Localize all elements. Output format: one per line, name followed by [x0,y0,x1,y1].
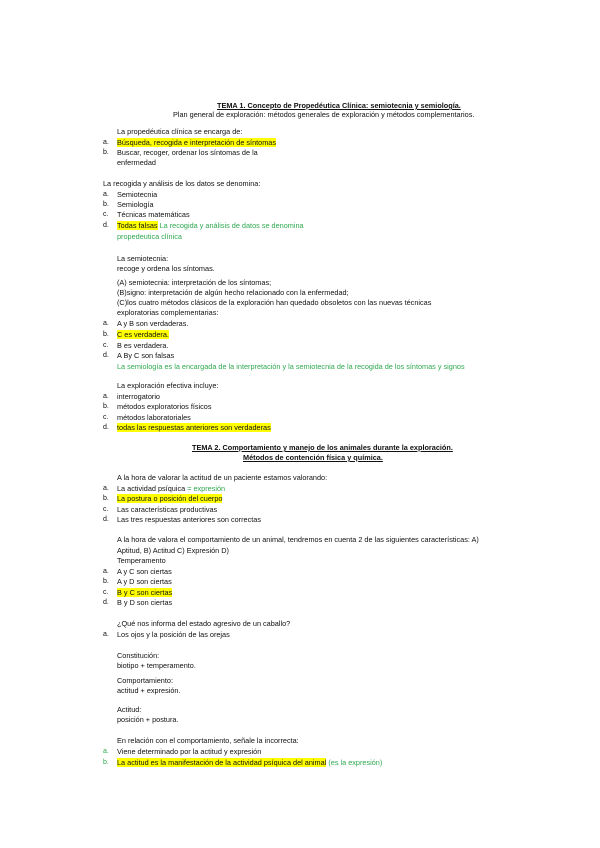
highlighted-answer: todas las respuestas anteriores son verdaderas [117,423,271,432]
question-3-statement-c: (C)los cuatro métodos clásicos de la exploración han quedado obsoletos con las nuevas técnicas [117,298,432,307]
question-4-stem: La exploración efectiva incluye: [117,381,219,390]
option-marker: a. [103,568,109,575]
definition-term: Actitud: [117,705,142,714]
definition-value: biotipo + temperamento. [117,661,196,670]
question-5-option-b [117,494,222,503]
highlighted-answer: Todas falsas [117,221,158,230]
highlighted-answer: B y C son ciertas [117,588,173,597]
question-3-statement-a: (A) semiotecnia: interpretación de los síntomas; [117,278,272,287]
question-8-option-b [117,758,382,767]
question-3-option-d: A By C son falsas [117,351,175,360]
option-marker: d. [103,424,109,431]
section-title-1: TEMA 1. Concepto de Propedéutica Clínica: semiotecnia y semiología. [217,101,461,110]
option-marker: b. [103,403,109,410]
option-marker: a. [103,191,109,198]
question-4-option-d [117,423,271,432]
question-6-option-d: B y D son ciertas [117,598,173,607]
option-marker: d. [103,599,109,606]
option-marker: b. [103,149,109,156]
option-marker: b. [103,495,109,502]
option-marker: c. [103,589,109,596]
question-6-stem-2: Aptitud, B) Actitud C) Expresión D) [117,546,229,555]
question-3-intro: La semiotecnia: [117,254,169,263]
question-8-stem: En relación con el comportamiento, señale la incorrecta: [117,736,299,745]
option-marker: d. [103,352,109,359]
option-marker: d. [103,516,109,523]
question-3-intro-2: recoge y ordena los síntomas. [117,264,215,273]
question-6-stem-3: Temperamento [117,556,166,565]
option-marker: b. [103,759,109,766]
option-marker: c. [103,211,109,218]
section-title-2: TEMA 2. Comportamiento y manejo de los animales durante la exploración. [192,443,453,452]
question-4-option-a: interrogatorio [117,392,160,401]
highlighted-answer: La postura o posición del cuerpo [117,494,223,503]
question-1-option-b-cont: enfermedad [117,158,156,167]
definition-term: Comportamiento: [117,676,173,685]
option-marker: a. [103,485,109,492]
option-marker: c. [103,414,109,421]
answer-note: = expresión [187,484,226,493]
question-1-stem: La propedéutica clínica se encarga de: [117,127,243,136]
question-3-option-c: B es verdadera. [117,341,169,350]
section-subtitle-2: Métodos de contención física y química. [243,453,383,462]
question-2-option-b: Semiología [117,200,154,209]
option-marker: b. [103,578,109,585]
option-marker: b. [103,201,109,208]
question-1-option-b: Buscar, recoger, ordenar los síntomas de la [117,148,258,157]
question-3-statement-c-cont: exploratorias complementarias: [117,308,219,317]
question-5-stem: A la hora de valorar la actitud de un paciente estamos valorando: [117,473,328,482]
option-marker: c. [103,506,109,513]
question-3-option-b [117,330,169,339]
question-6-option-c [117,588,172,597]
question-2-stem: La recogida y análisis de los datos se denomina: [103,179,261,188]
answer-note: La recogida y análisis de datos se denomina [159,221,304,230]
highlighted-answer: La actitud es la manifestación de la actividad psíquica del animal [117,758,327,767]
question-4-option-b: métodos exploratorios físicos [117,402,212,411]
section-subtitle-1: Plan general de exploración: métodos generales de exploración y métodos complementarios. [173,110,475,119]
question-2-option-a: Semiotecnia [117,190,158,199]
question-6-option-b: A y D son ciertas [117,577,172,586]
option-marker: a. [103,139,109,146]
option-marker: d. [103,222,109,229]
option-marker: a. [103,320,109,327]
question-7-stem: ¿Qué nos informa del estado agresivo de un caballo? [117,619,291,628]
highlighted-answer: C es verdadera. [117,330,169,339]
highlighted-answer: Búsqueda, recogida e interpretación de síntomas [117,138,277,147]
option-marker: c. [103,342,109,349]
question-5-option-a: La actividad psíquica = expresión [117,484,226,493]
question-6-option-a: A y C son ciertas [117,567,172,576]
question-5-option-d: Las tres respuestas anteriores son correctas [117,515,261,524]
question-3-statement-b: (B)signo: interpretación de algún hecho relacionado con la enfermedad; [117,288,349,297]
option-marker: b. [103,331,109,338]
option-marker: a. [103,393,109,400]
answer-note: (es la expresión) [328,758,383,767]
question-1-option-a [117,138,276,147]
answer-note-cont: propedeutica clínica [117,232,182,241]
question-2-option-c: Técnicas matemáticas [117,210,190,219]
question-5-option-c: Las características productivas [117,505,218,514]
answer-note: La semiología es la encargada de la interpretación y la semiotecnia de la recogida de los síntomas y signos [117,362,465,371]
question-7-option-a: Los ojos y la posición de las orejas [117,630,230,639]
option-marker: a. [103,631,109,638]
question-4-option-c: métodos laboratoriales [117,413,191,422]
question-6-stem: A la hora de valora el comportamiento de un animal, tendremos en cuenta 2 de las siguientes características: A) [117,535,479,544]
definition-value: actitud + expresión. [117,686,181,695]
question-2-option-d [117,221,304,230]
question-8-option-a: Viene determinado por la actitud y expresión [117,747,262,756]
definition-value: posición + postura. [117,715,179,724]
definition-term: Constitución: [117,651,160,660]
option-marker: a. [103,748,109,755]
question-3-option-a: A y B son verdaderas. [117,319,189,328]
